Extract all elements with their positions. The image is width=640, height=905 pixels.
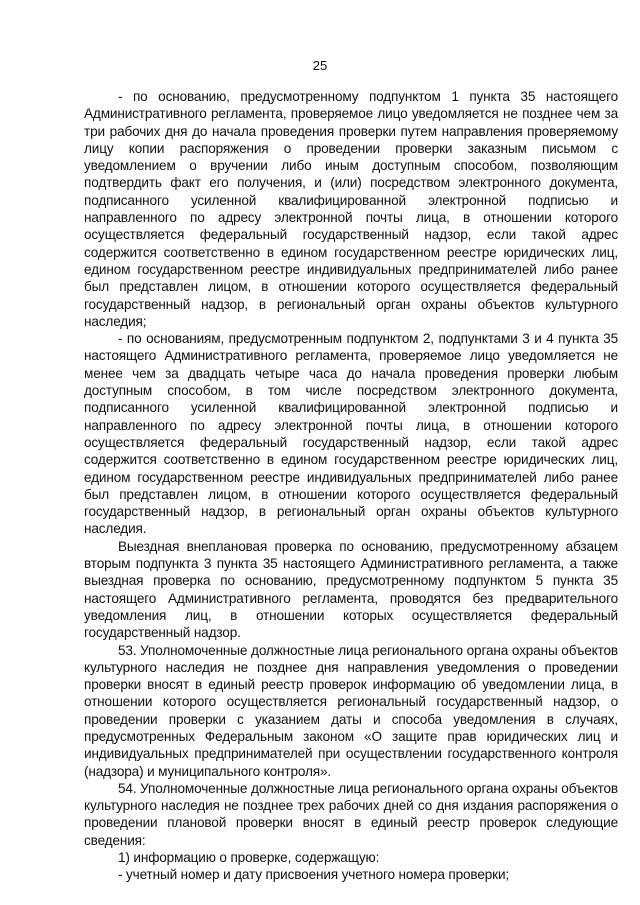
paragraph-notice-subpoints-2-4: - по основаниям, предусмотренным подпунктом 2, подпунктами 3 и 4 пункта 35 настоящего Административного регламента, проверяемое лицо уведомляется не менее чем за двадцать четыре часа до начала проведения проверки любым доступным способом, в том числе посредством электронного документа, подписанного усиленной квалифицированной электронной подписью и направленного по адресу электронной почты лица, в отношении которого осуществляется федеральный государственный надзор, если такой адрес содержится соответственно в едином государственном реестре юридических лиц, едином государственном реестре индивидуальных предпринимателей либо ранее был представлен лицом, в отношении которого осуществляется федеральный государственный надзор, в региональный орган охраны объектов культурного наследия.: [84, 331, 618, 537]
paragraph-registration-number: - учетный номер и дату присвоения учетного номера проверки;: [118, 867, 510, 883]
paragraph-notice-subpoint-1: - по основанию, предусмотренному подпунктом 1 пункта 35 настоящего Административного регламента, проверяемое лицо уведомляется не позднее чем за три рабочих дня до начала проведения проверки путем направления проверяемому лицу копии распоряжения о проведении проверки заказным письмом с уведомлением о вручении либо иным доступным способом, позволяющим подтвердить факт его получения, и (или) посредством электронного документа, подписанного усиленной квалифицированной электронной подписью и направленного по адресу электронной почты лица, в отношении которого осуществляется федеральный государственный надзор, если такой адрес содержится соответственно в едином государственном реестре юридических лиц, едином государственном реестре индивидуальных предпринимателей либо ранее был представлен лицом, в отношении которого осуществляется федеральный государственный надзор, в региональный орган охраны объектов культурного наследия;: [84, 89, 618, 329]
paragraph-subitem-1: 1) информацию о проверке, содержащую:: [118, 850, 380, 866]
paragraph-item-54: 54. Уполномоченные должностные лица регионального органа охраны объектов культурного наследия не позднее трех рабочих дней со дня издания распоряжения о проведении плановой проверки вносят в единый реестр проверок следующие сведения:: [84, 780, 618, 848]
paragraph-unscheduled-inspection: Выездная внеплановая проверка по основанию, предусмотренному абзацем вторым подпункта 3 пункта 35 настоящего Административного регламента, а также выездная проверка по основанию, предусмотренному подпунктом 5 пункта 35 настоящего Административного регламента, проводятся без предварительного уведомления лиц, в отношении которых осуществляется федеральный государственный надзор.: [84, 538, 618, 641]
paragraph-item-53: 53. Уполномоченные должностные лица регионального органа охраны объектов культурного наследия не позднее дня направления уведомления о проведении проверки вносят в единый реестр проверок информацию об уведомлении лица, в отношении которого осуществляется региональный государственный надзор, о проведении проверки с указанием даты и способа уведомления в случаях, предусмотренных Федеральным законом «О защите прав юридических лиц и индивидуальных предпринимателей при осуществлении государственного контроля (надзора) и муниципального контроля».: [84, 642, 618, 779]
page-number: 25: [312, 58, 328, 73]
document-body: [84, 88, 618, 884]
